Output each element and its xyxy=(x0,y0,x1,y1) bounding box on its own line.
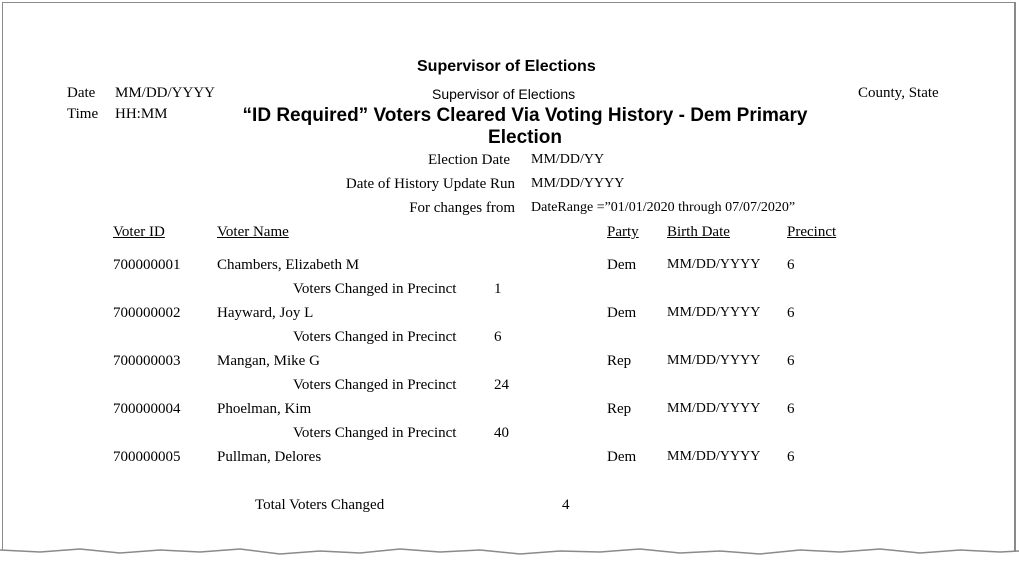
col-birth-date: Birth Date xyxy=(667,224,730,240)
row-5-party: Dem xyxy=(607,449,637,465)
row-4-changed-count: 40 xyxy=(494,425,509,441)
row-3-voter-name: Mangan, Mike G xyxy=(217,353,320,369)
location: County, State xyxy=(858,85,939,101)
col-party: Party xyxy=(607,224,639,240)
row-2-precinct: 6 xyxy=(787,305,795,321)
row-1-party: Dem xyxy=(607,257,637,273)
param-history-run-label: Date of History Update Run xyxy=(345,176,515,192)
row-4-voter-id: 700000004 xyxy=(113,401,181,417)
param-election-date-label: Election Date xyxy=(427,152,510,168)
row-3-party: Rep xyxy=(607,353,632,369)
row-4-voter-name: Phoelman, Kim xyxy=(217,401,312,417)
row-5-birth-date: MM/DD/YYYY xyxy=(667,449,761,464)
row-2-party: Dem xyxy=(607,305,637,321)
col-precinct: Precinct xyxy=(787,224,837,240)
report-title-line1: “ID Required” Voters Cleared Via Voting History - Dem Primary xyxy=(242,105,808,126)
date-label: Date xyxy=(67,85,96,101)
row-2-changed-label: Voters Changed in Precinct xyxy=(293,329,457,345)
row-3-precinct: 6 xyxy=(787,353,795,369)
row-1-changed-count: 1 xyxy=(494,281,502,297)
param-history-run-value: MM/DD/YYYY xyxy=(531,176,625,191)
time-label: Time xyxy=(67,106,99,122)
row-1-changed-label: Voters Changed in Precinct xyxy=(293,281,457,297)
row-3-voter-id: 700000003 xyxy=(113,353,181,369)
row-2-birth-date: MM/DD/YYYY xyxy=(667,305,761,320)
report-title xyxy=(200,105,850,149)
row-4-changed-label: Voters Changed in Precinct xyxy=(293,425,457,441)
col-voter-id: Voter ID xyxy=(113,224,165,240)
row-4-party: Rep xyxy=(607,401,632,417)
row-1-precinct: 6 xyxy=(787,257,795,273)
report-title-line2: Election xyxy=(488,127,562,148)
param-changes-from-value: DateRange =”01/01/2020 through 07/07/2020” xyxy=(531,200,796,215)
total-value: 4 xyxy=(562,497,570,513)
row-1-voter-id: 700000001 xyxy=(113,257,181,273)
row-2-voter-name: Hayward, Joy L xyxy=(217,305,314,321)
row-5-voter-id: 700000005 xyxy=(113,449,181,465)
org-title: Supervisor of Elections xyxy=(417,58,596,75)
org-subtitle: Supervisor of Elections xyxy=(432,86,576,102)
torn-edge xyxy=(0,540,1019,564)
param-changes-from-label: For changes from xyxy=(409,200,515,216)
total-label: Total Voters Changed xyxy=(255,497,385,513)
row-5-voter-name: Pullman, Delores xyxy=(217,449,322,465)
row-3-changed-label: Voters Changed in Precinct xyxy=(293,377,457,393)
row-1-birth-date: MM/DD/YYYY xyxy=(667,257,761,272)
date-value: MM/DD/YYYY xyxy=(115,85,216,101)
row-3-changed-count: 24 xyxy=(494,377,509,393)
row-2-changed-count: 6 xyxy=(494,329,502,345)
row-2-voter-id: 700000002 xyxy=(113,305,181,321)
row-4-precinct: 6 xyxy=(787,401,795,417)
time-value: HH:MM xyxy=(115,106,168,122)
row-1-voter-name: Chambers, Elizabeth M xyxy=(217,257,360,273)
param-election-date-value: MM/DD/YY xyxy=(531,152,605,167)
col-voter-name: Voter Name xyxy=(217,224,289,240)
row-3-birth-date: MM/DD/YYYY xyxy=(667,353,761,368)
row-5-precinct: 6 xyxy=(787,449,795,465)
row-4-birth-date: MM/DD/YYYY xyxy=(667,401,761,416)
